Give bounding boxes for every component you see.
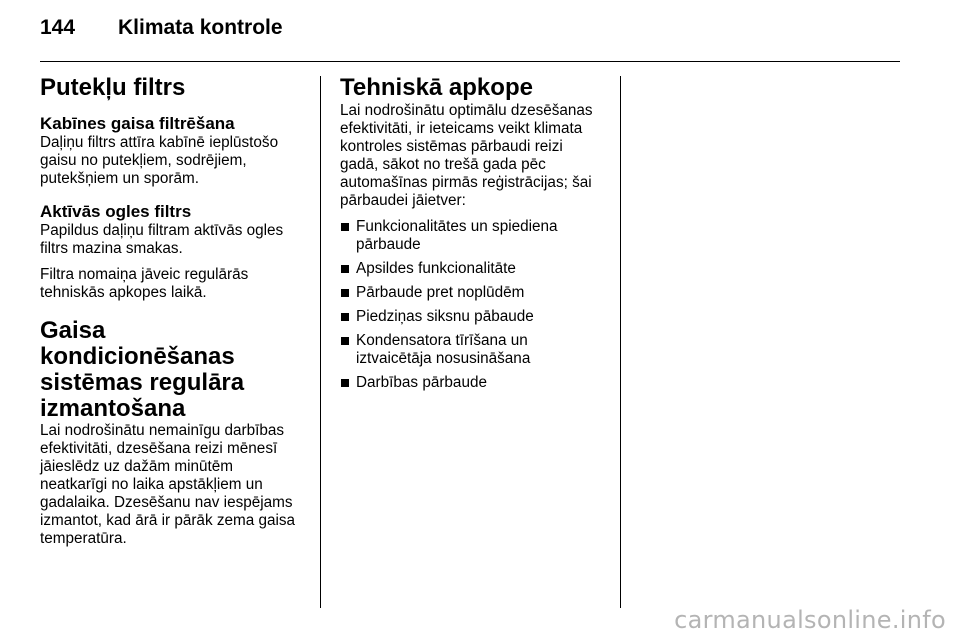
text-line: Apsildes funkcionalitāte — [356, 260, 516, 277]
text-line: Daļiņu filtrs attīra kabīnē ieplūstošo — [40, 134, 279, 151]
text-line: Piedziņas siksnu pābaude — [356, 308, 534, 325]
paragraph-ac-use — [40, 422, 306, 548]
list-item — [340, 374, 610, 392]
text-line: putekšņiem un sporām. — [40, 170, 199, 187]
column-divider — [320, 76, 321, 608]
heading-line: sistēmas regulāra — [40, 369, 245, 396]
list-item — [340, 218, 610, 254]
text-line: Lai nodrošinātu optimālu dzesēšanas — [340, 102, 593, 119]
square-bullet-icon — [341, 289, 349, 297]
list-item — [340, 284, 610, 302]
subheading-cabin-air-filtration: Kabīnes gaisa filtrēšana — [40, 114, 235, 133]
list-item — [340, 332, 610, 368]
section-title-maintenance: Tehniskā apkope — [340, 74, 533, 101]
square-bullet-icon — [341, 265, 349, 273]
text-line: izmantot, kad ārā ir pārāk zema gaisa — [40, 512, 296, 529]
text-line: Papildus daļiņu filtram aktīvās ogles — [40, 222, 284, 239]
text-line: Darbības pārbaude — [356, 374, 487, 391]
text-line: temperatūra. — [40, 530, 127, 547]
text-line: automašīnas pirmās reģistrācijas; šai — [340, 174, 592, 191]
paragraph-carbon-filter — [40, 222, 306, 258]
text-line: efektivitāti, dzesēšana reizi mēnesī — [40, 440, 278, 457]
heading-line: Gaisa kondicionēšanas — [40, 317, 235, 370]
paragraph-filter-replacement — [40, 266, 306, 302]
page-number: 144 — [40, 16, 76, 39]
section-title-ac-regular-use — [40, 318, 306, 422]
text-line: tehniskās apkopes laikā. — [40, 284, 207, 301]
column-divider — [620, 76, 621, 608]
section-title-dust-filter: Putekļu filtrs — [40, 74, 186, 101]
square-bullet-icon — [341, 223, 349, 231]
text-line: kontroles sistēmas pārbaudi reizi — [340, 138, 563, 155]
square-bullet-icon — [341, 379, 349, 387]
maintenance-checklist — [340, 218, 610, 392]
list-item — [340, 260, 610, 278]
text-line: jāieslēdz uz dažām minūtēm — [40, 458, 233, 475]
list-item — [340, 308, 610, 326]
header-rule — [40, 61, 900, 62]
text-line: Funkcionalitātes un spiediena — [356, 218, 558, 235]
text-line: gaisu no putekļiem, sodrējiem, — [40, 152, 247, 169]
heading-line: izmantošana — [40, 395, 186, 422]
subheading-active-carbon-filter: Aktīvās ogles filtrs — [40, 202, 192, 221]
paragraph-maintenance — [340, 102, 610, 210]
square-bullet-icon — [341, 337, 349, 345]
text-line: iztvaicētāja nosusināšana — [356, 350, 531, 367]
text-line: Kondensatora tīrīšana un — [356, 332, 528, 349]
text-line: Filtra nomaiņa jāveic regulārās — [40, 266, 249, 283]
square-bullet-icon — [341, 313, 349, 321]
text-line: efektivitāti, ir ieteicams veikt klimata — [340, 120, 583, 137]
text-line: gadalaika. Dzesēšanu nav iespējams — [40, 494, 293, 511]
text-line: pārbaude — [356, 236, 421, 253]
text-line: pārbaudei jāietver: — [340, 192, 466, 209]
middle-column — [340, 74, 610, 398]
text-line: Pārbaude pret noplūdēm — [356, 284, 525, 301]
text-line: Lai nodrošinātu nemainīgu darbības — [40, 422, 285, 439]
text-line: filtrs mazina smakas. — [40, 240, 183, 257]
text-line: neatkarīgi no laika apstākļiem un — [40, 476, 263, 493]
running-title: Klimata kontrole — [118, 16, 283, 39]
watermark: carmanualsonline.info — [674, 606, 946, 634]
text-line: gadā, sākot no trešā gada pēc — [340, 156, 546, 173]
left-column — [40, 74, 306, 548]
paragraph-cabin-filter — [40, 134, 306, 188]
